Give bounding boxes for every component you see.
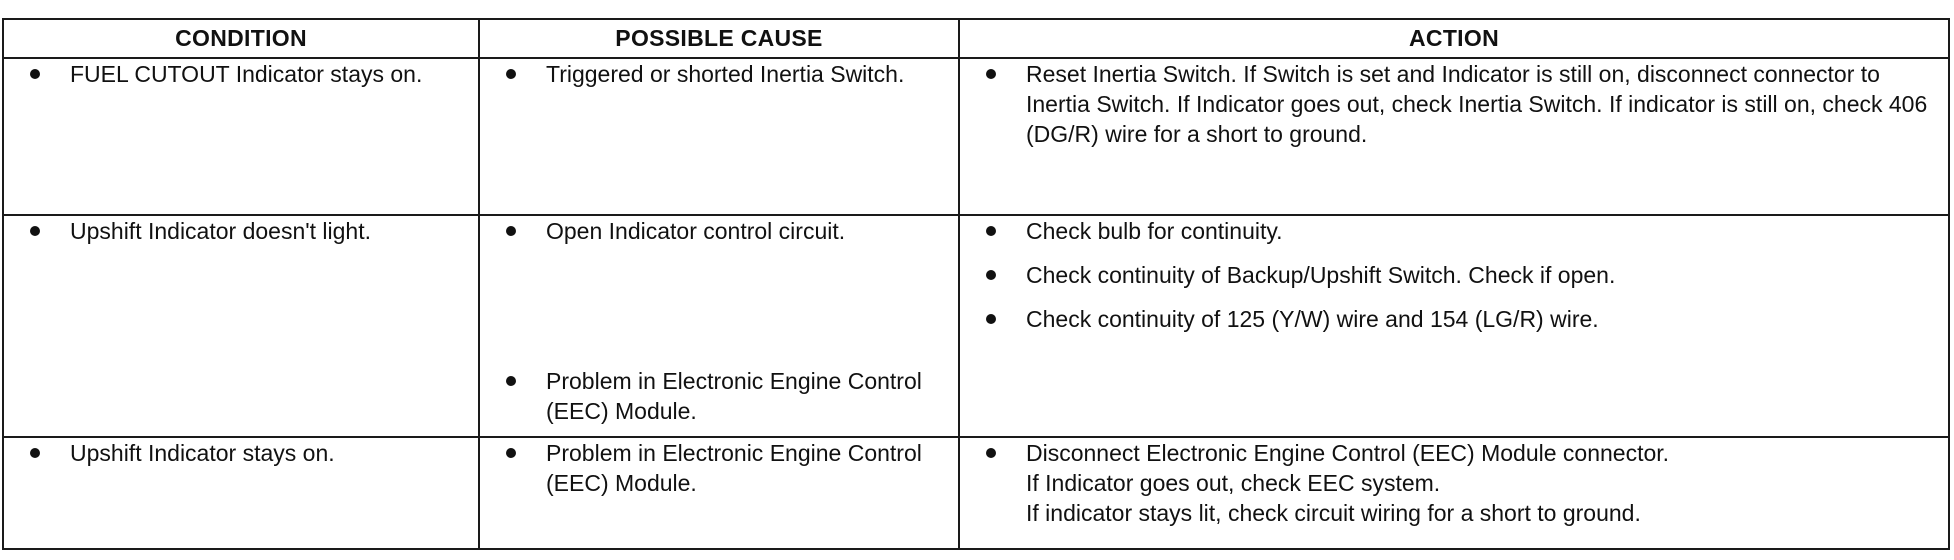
bullet-icon (986, 314, 996, 324)
cause-cell (479, 58, 959, 215)
action-text: Disconnect Electronic Engine Control (EEC) Module connector. (1026, 440, 1670, 466)
table-row (3, 437, 1949, 549)
action-text: Check bulb for continuity. (1026, 218, 1283, 244)
condition-cell (3, 437, 479, 549)
list-item (480, 438, 958, 498)
cause-text: Problem in Electronic Engine Control (EEC) Module. (546, 368, 922, 424)
bullet-icon (506, 448, 516, 458)
action-cell (959, 437, 1949, 549)
table-row (3, 215, 1949, 437)
action-text: Check continuity of Backup/Upshift Switch. Check if open. (1026, 262, 1616, 288)
condition-cell (3, 215, 479, 437)
table-row (3, 58, 1949, 215)
cause-cell (479, 437, 959, 549)
condition-text: FUEL CUTOUT Indicator stays on. (70, 61, 423, 87)
condition-cell (3, 58, 479, 215)
header-possible-cause: POSSIBLE CAUSE (479, 19, 959, 58)
action-text: Reset Inertia Switch. If Switch is set and Indicator is still on, disconnect connector to Inertia Switch. If Indicator goes out, check Inertia Switch. If indicator is still on, check 406 (DG/R) wire for a short to ground. (1026, 61, 1928, 147)
bullet-icon (30, 448, 40, 458)
list-item (480, 59, 958, 89)
cause-text: Problem in Electronic Engine Control (EEC) Module. (546, 440, 922, 496)
action-text: Check continuity of 125 (Y/W) wire and 154 (LG/R) wire. (1026, 306, 1599, 332)
list-item (960, 438, 1948, 528)
list-item (480, 216, 958, 246)
cause-cell (479, 215, 959, 437)
list-item (960, 59, 1948, 149)
bullet-icon (30, 226, 40, 236)
list-item (960, 304, 1948, 334)
condition-text: Upshift Indicator doesn't light. (70, 218, 371, 244)
action-cell (959, 58, 1949, 215)
header-action: ACTION (959, 19, 1949, 58)
bullet-icon (986, 270, 996, 280)
bullet-icon (506, 226, 516, 236)
list-item (960, 216, 1948, 246)
bullet-icon (986, 448, 996, 458)
list-item (4, 438, 478, 468)
condition-text: Upshift Indicator stays on. (70, 440, 335, 466)
bullet-icon (506, 69, 516, 79)
list-item (480, 366, 958, 426)
cause-text: Triggered or shorted Inertia Switch. (546, 61, 905, 87)
action-text: If Indicator goes out, check EEC system. (1026, 470, 1441, 496)
action-text: If indicator stays lit, check circuit wiring for a short to ground. (1026, 500, 1641, 526)
header-row (3, 19, 1949, 58)
list-item (960, 260, 1948, 290)
header-condition: CONDITION (3, 19, 479, 58)
bullet-icon (986, 69, 996, 79)
bullet-icon (506, 376, 516, 386)
diagnosis-table (2, 18, 1950, 550)
bullet-icon (986, 226, 996, 236)
list-item (4, 59, 478, 89)
action-cell (959, 215, 1949, 437)
bullet-icon (30, 69, 40, 79)
cause-text: Open Indicator control circuit. (546, 218, 846, 244)
list-item (4, 216, 478, 246)
